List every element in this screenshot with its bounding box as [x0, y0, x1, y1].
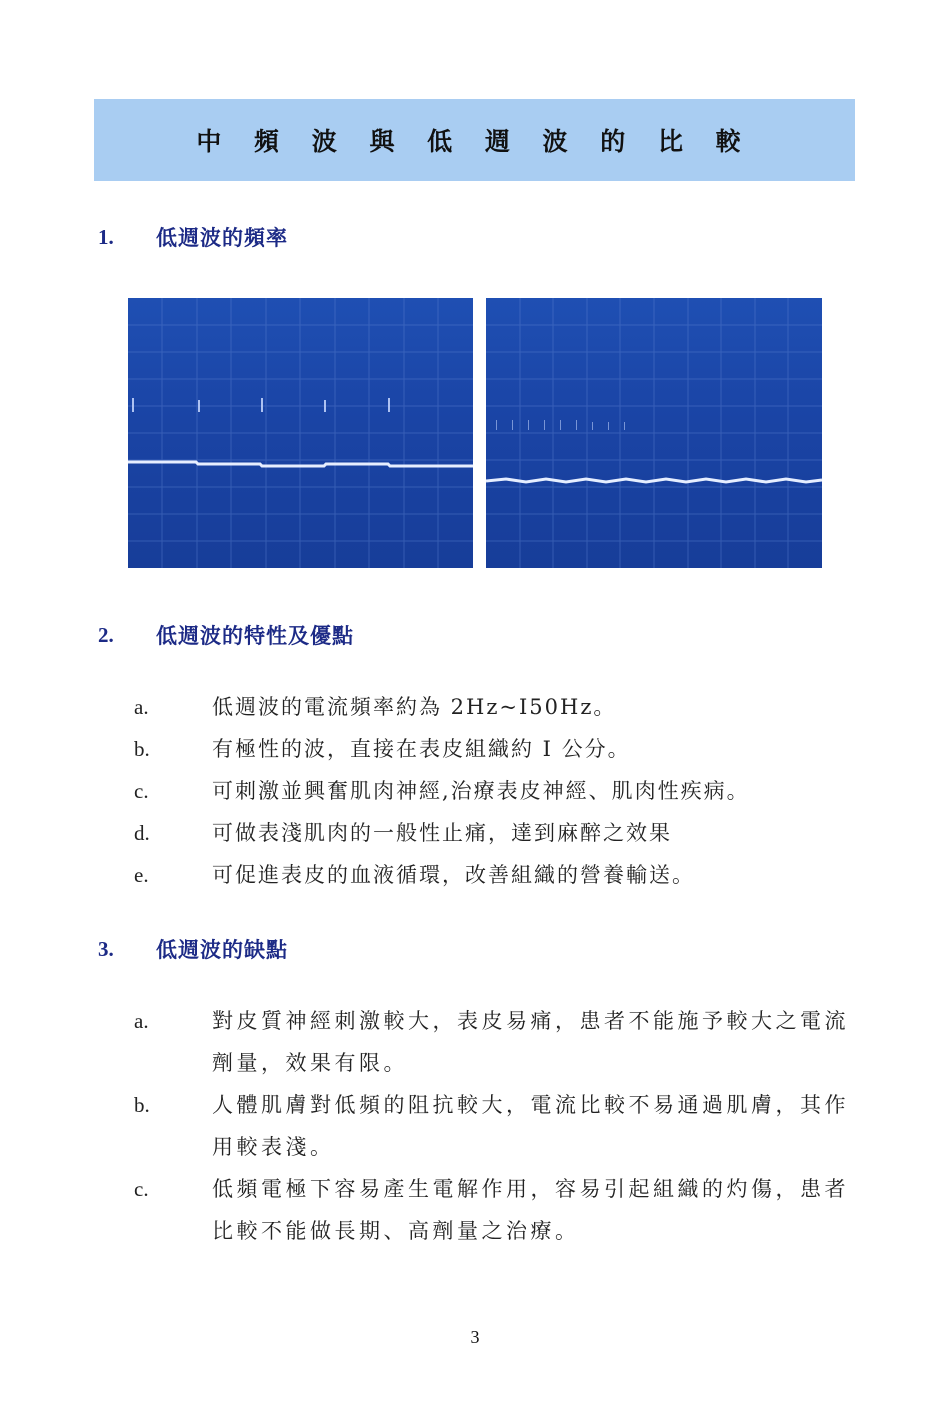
item-letter: a. [134, 1009, 149, 1033]
section-number: 3. [98, 936, 114, 961]
item-letter: c. [134, 1177, 149, 1201]
section-title: 低週波的缺點 [156, 937, 288, 962]
item-letter: b. [134, 1093, 150, 1117]
page-title-bar [94, 99, 855, 181]
list-item [134, 1000, 856, 1084]
item-text: 有極性的波，直接在表皮組織約 I 公分。 [212, 737, 631, 761]
item-letter: e. [134, 863, 149, 887]
list-item [134, 812, 864, 854]
item-letter: b. [134, 737, 150, 761]
section-number: 2. [98, 622, 114, 647]
item-letter: d. [134, 821, 150, 845]
list-item [134, 728, 864, 770]
item-text: 低頻電極下容易產生電解作用，容易引起組織的灼傷，患者比較不能做長期、高劑量之治療。 [212, 1177, 849, 1243]
oscilloscope-image-left [128, 298, 473, 568]
list-item [134, 854, 864, 896]
page-number: 3 [470, 1327, 480, 1347]
item-text: 可促進表皮的血液循環，改善組織的營養輸送。 [212, 863, 695, 887]
section-number: 1. [98, 224, 114, 249]
section-title: 低週波的特性及優點 [156, 623, 354, 648]
item-text: 可做表淺肌肉的一般性止痛，達到麻醉之效果 [212, 821, 672, 845]
section-3-heading [98, 934, 288, 964]
item-letter: a. [134, 695, 149, 719]
item-text: 可刺激並興奮肌肉神經,治療表皮神經、肌肉性疾病。 [212, 779, 750, 803]
item-text: 對皮質神經刺激較大，表皮易痛，患者不能施予較大之電流劑量，效果有限。 [212, 1009, 849, 1075]
list-item [134, 1084, 856, 1168]
oscilloscope-image-right [486, 298, 822, 568]
list-item [134, 686, 864, 728]
item-text: 低週波的電流頻率約為 2Hz~I50Hz。 [212, 695, 617, 719]
page-title: 中 頻 波 與 低 週 波 的 比 較 [196, 127, 753, 156]
section-2-heading [98, 620, 354, 650]
item-text: 人體肌膚對低頻的阻抗較大，電流比較不易通過肌膚，其作用較表淺。 [212, 1093, 849, 1159]
advantages-list [134, 686, 864, 896]
section-title: 低週波的頻率 [156, 225, 288, 250]
section-1-heading [98, 222, 288, 252]
disadvantages-list [134, 1000, 856, 1252]
list-item [134, 770, 864, 812]
list-item [134, 1168, 856, 1252]
item-letter: c. [134, 779, 149, 803]
